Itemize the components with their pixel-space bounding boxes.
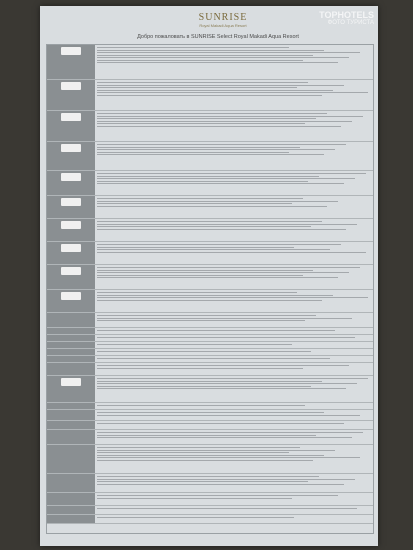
table-row	[47, 111, 373, 142]
text-line	[97, 337, 355, 338]
text-line	[97, 203, 292, 204]
table-row	[47, 356, 373, 363]
row-label	[47, 313, 95, 327]
text-line	[97, 447, 300, 448]
row-text	[95, 80, 373, 110]
text-line	[97, 126, 341, 127]
text-line	[97, 484, 344, 485]
row-label	[47, 363, 95, 375]
text-line	[97, 479, 355, 480]
text-line	[97, 82, 308, 83]
no-smoking-icon	[61, 113, 81, 121]
row-label	[47, 474, 95, 492]
text-line	[97, 450, 335, 451]
row-text	[95, 421, 373, 429]
text-line	[97, 206, 327, 207]
text-line	[97, 221, 322, 222]
row-label	[47, 493, 95, 505]
text-line	[97, 388, 346, 389]
table-row	[47, 219, 373, 242]
table-row	[47, 493, 373, 506]
text-line	[97, 378, 368, 379]
row-label	[47, 111, 95, 141]
text-line	[97, 60, 303, 61]
row-text	[95, 242, 373, 264]
text-line	[97, 272, 349, 273]
text-line	[97, 275, 303, 276]
row-text	[95, 363, 373, 375]
table-row	[47, 242, 373, 265]
no-smoking-icon	[61, 267, 81, 275]
no-smoking-icon	[61, 173, 81, 181]
row-label	[47, 80, 95, 110]
text-line	[97, 452, 289, 453]
row-text	[95, 335, 373, 341]
text-line	[97, 95, 322, 96]
text-line	[97, 351, 311, 352]
row-label	[47, 349, 95, 355]
text-line	[97, 173, 366, 174]
row-label	[47, 445, 95, 473]
page-title: Добро пожаловать в SUNRISE Select Royal Makadi Aqua Resort	[137, 34, 299, 40]
table-row	[47, 335, 373, 342]
text-line	[97, 415, 360, 416]
text-line	[97, 412, 324, 413]
table-row	[47, 328, 373, 335]
text-line	[97, 405, 305, 406]
table-row	[47, 403, 373, 410]
table-row	[47, 515, 373, 524]
table-row	[47, 171, 373, 196]
text-line	[97, 247, 294, 248]
text-line	[97, 476, 319, 477]
row-text	[95, 45, 373, 79]
row-label	[47, 403, 95, 409]
text-line	[97, 62, 338, 63]
text-line	[97, 295, 333, 296]
no-smoking-icon	[61, 82, 81, 90]
text-line	[97, 183, 344, 184]
text-line	[97, 47, 289, 48]
row-label	[47, 506, 95, 514]
logo-subtitle: Royal Makadi Aqua Resort	[199, 23, 247, 28]
text-line	[97, 277, 338, 278]
table-row	[47, 265, 373, 290]
text-line	[97, 201, 338, 202]
text-line	[97, 292, 297, 293]
table-row	[47, 410, 373, 421]
row-label	[47, 290, 95, 312]
text-line	[97, 423, 344, 424]
text-line	[97, 52, 360, 53]
text-line	[97, 368, 303, 369]
row-label	[47, 328, 95, 334]
row-label	[47, 219, 95, 241]
table-row	[47, 45, 373, 80]
row-label	[47, 342, 95, 348]
table-row	[47, 474, 373, 493]
table-row	[47, 142, 373, 171]
text-line	[97, 457, 360, 458]
row-label	[47, 265, 95, 289]
table-row	[47, 196, 373, 219]
text-line	[97, 92, 368, 93]
text-line	[97, 147, 300, 148]
row-label	[47, 196, 95, 218]
text-line	[97, 57, 349, 58]
text-line	[97, 123, 305, 124]
row-text	[95, 111, 373, 141]
text-line	[97, 508, 357, 509]
row-text	[95, 515, 373, 523]
text-line	[97, 315, 316, 316]
row-text	[95, 430, 373, 444]
no-smoking-icon	[61, 244, 81, 252]
row-text	[95, 376, 373, 402]
table-row	[47, 363, 373, 376]
row-label	[47, 376, 95, 402]
text-line	[97, 226, 311, 227]
watermark-site: TOPHOTELS	[319, 10, 374, 20]
row-text	[95, 196, 373, 218]
row-label	[47, 430, 95, 444]
text-line	[97, 176, 319, 177]
text-line	[97, 381, 322, 382]
text-line	[97, 435, 316, 436]
text-line	[97, 318, 352, 319]
table-row	[47, 506, 373, 515]
text-line	[97, 50, 324, 51]
text-line	[97, 365, 349, 366]
row-text	[95, 506, 373, 514]
text-line	[97, 297, 368, 298]
sunrise-logo	[168, 12, 278, 30]
text-line	[97, 152, 289, 153]
table-row	[47, 421, 373, 430]
row-text	[95, 171, 373, 195]
no-smoking-icon	[61, 292, 81, 300]
text-line	[97, 344, 292, 345]
text-line	[97, 181, 308, 182]
row-label	[47, 410, 95, 420]
text-line	[97, 517, 294, 518]
text-line	[97, 455, 324, 456]
table-row	[47, 445, 373, 474]
text-line	[97, 495, 338, 496]
text-line	[97, 383, 357, 384]
row-text	[95, 265, 373, 289]
text-line	[97, 270, 313, 271]
text-line	[97, 154, 324, 155]
row-text	[95, 493, 373, 505]
text-line	[97, 113, 327, 114]
logo-name: SUNRISE	[198, 12, 248, 23]
table-row	[47, 290, 373, 313]
text-line	[97, 229, 346, 230]
row-label	[47, 142, 95, 170]
row-label	[47, 171, 95, 195]
no-smoking-icon	[61, 378, 81, 386]
row-label	[47, 242, 95, 264]
text-line	[97, 198, 303, 199]
text-line	[97, 330, 335, 331]
row-text	[95, 356, 373, 362]
text-line	[97, 149, 335, 150]
row-text	[95, 403, 373, 409]
row-label	[47, 335, 95, 341]
text-line	[97, 481, 308, 482]
row-text	[95, 290, 373, 312]
text-line	[97, 87, 297, 88]
text-line	[97, 249, 330, 250]
watermark	[319, 10, 374, 26]
text-line	[97, 90, 333, 91]
text-line	[97, 118, 316, 119]
text-line	[97, 116, 363, 117]
row-text	[95, 349, 373, 355]
no-smoking-icon	[61, 221, 81, 229]
text-line	[97, 178, 355, 179]
text-line	[97, 432, 363, 433]
text-line	[97, 300, 322, 301]
text-line	[97, 224, 357, 225]
text-line	[97, 55, 313, 56]
row-label	[47, 45, 95, 79]
text-line	[97, 267, 360, 268]
text-line	[97, 460, 313, 461]
table-row	[47, 313, 373, 328]
text-line	[97, 386, 311, 387]
row-label	[47, 356, 95, 362]
text-line	[97, 244, 341, 245]
text-line	[97, 358, 330, 359]
table-row	[47, 80, 373, 111]
row-label	[47, 421, 95, 429]
no-smoking-icon	[61, 144, 81, 152]
row-text	[95, 219, 373, 241]
text-line	[97, 252, 366, 253]
table-row	[47, 349, 373, 356]
row-text	[95, 410, 373, 420]
no-smoking-icon	[61, 198, 81, 206]
table-row	[47, 376, 373, 403]
row-text	[95, 142, 373, 170]
watermark-caption: ФОТО ТУРИСТА	[327, 20, 374, 26]
row-label	[47, 515, 95, 523]
table-row	[47, 430, 373, 445]
text-line	[97, 498, 292, 499]
info-table	[46, 44, 374, 534]
row-text	[95, 474, 373, 492]
row-text	[95, 445, 373, 473]
text-line	[97, 144, 346, 145]
document-page	[40, 6, 378, 546]
row-text	[95, 328, 373, 334]
text-line	[97, 121, 352, 122]
table-row	[47, 342, 373, 349]
text-line	[97, 85, 344, 86]
text-line	[97, 437, 352, 438]
row-text	[95, 342, 373, 348]
no-smoking-icon	[61, 47, 81, 55]
text-line	[97, 320, 305, 321]
row-text	[95, 313, 373, 327]
